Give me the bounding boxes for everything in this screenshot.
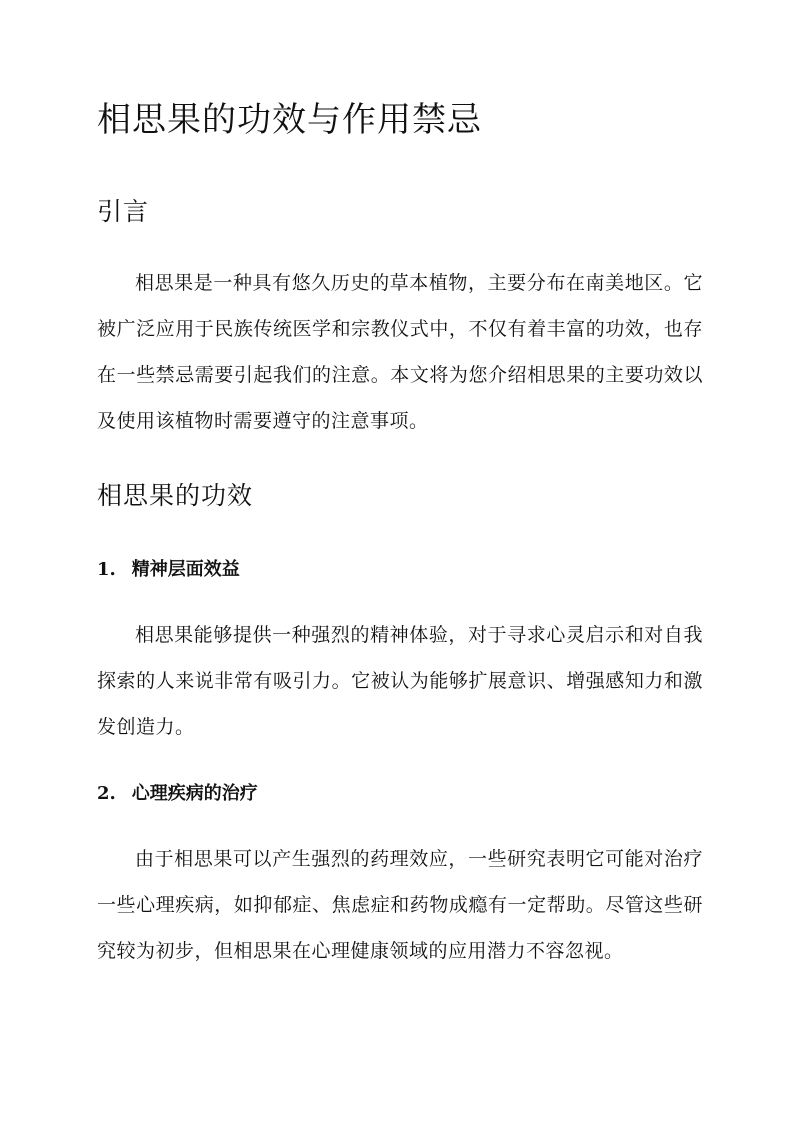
effect-item-1-heading [97, 556, 240, 584]
effect-item-2-paragraph: 由于相思果可以产生强烈的药理效应，一些研究表明它可能对治疗一些心理疾病，如抑郁症、焦虑症和药物成瘾有一定帮助。尽管这些研究较为初步，但相思果在心理健康领域的应用潜力不容忽视。 [97, 848, 703, 962]
effect-item-1-number: 1. [97, 559, 116, 580]
intro-heading: 引言 [97, 197, 150, 226]
document-title: 相思果的功效与作用禁忌 [97, 100, 482, 140]
effects-heading: 相思果的功效 [97, 481, 254, 510]
intro-paragraph: 相思果是一种具有悠久历史的草本植物，主要分布在南美地区。它被广泛应用于民族传统医学和宗教仪式中，不仅有着丰富的功效，也存在一些禁忌需要引起我们的注意。本文将为您介绍相思果的主要功效以及使用该植物时需要遵守的注意事项。 [97, 272, 703, 432]
effect-item-1-title: 精神层面效益 [131, 559, 240, 580]
effect-item-2-number: 2. [97, 783, 116, 804]
effect-item-2-title: 心理疾病的治疗 [131, 783, 258, 804]
effect-item-1-paragraph: 相思果能够提供一种强烈的精神体验，对于寻求心灵启示和对自我探索的人来说非常有吸引力。它被认为能够扩展意识、增强感知力和激发创造力。 [97, 624, 703, 738]
effect-item-2-heading [97, 780, 258, 808]
